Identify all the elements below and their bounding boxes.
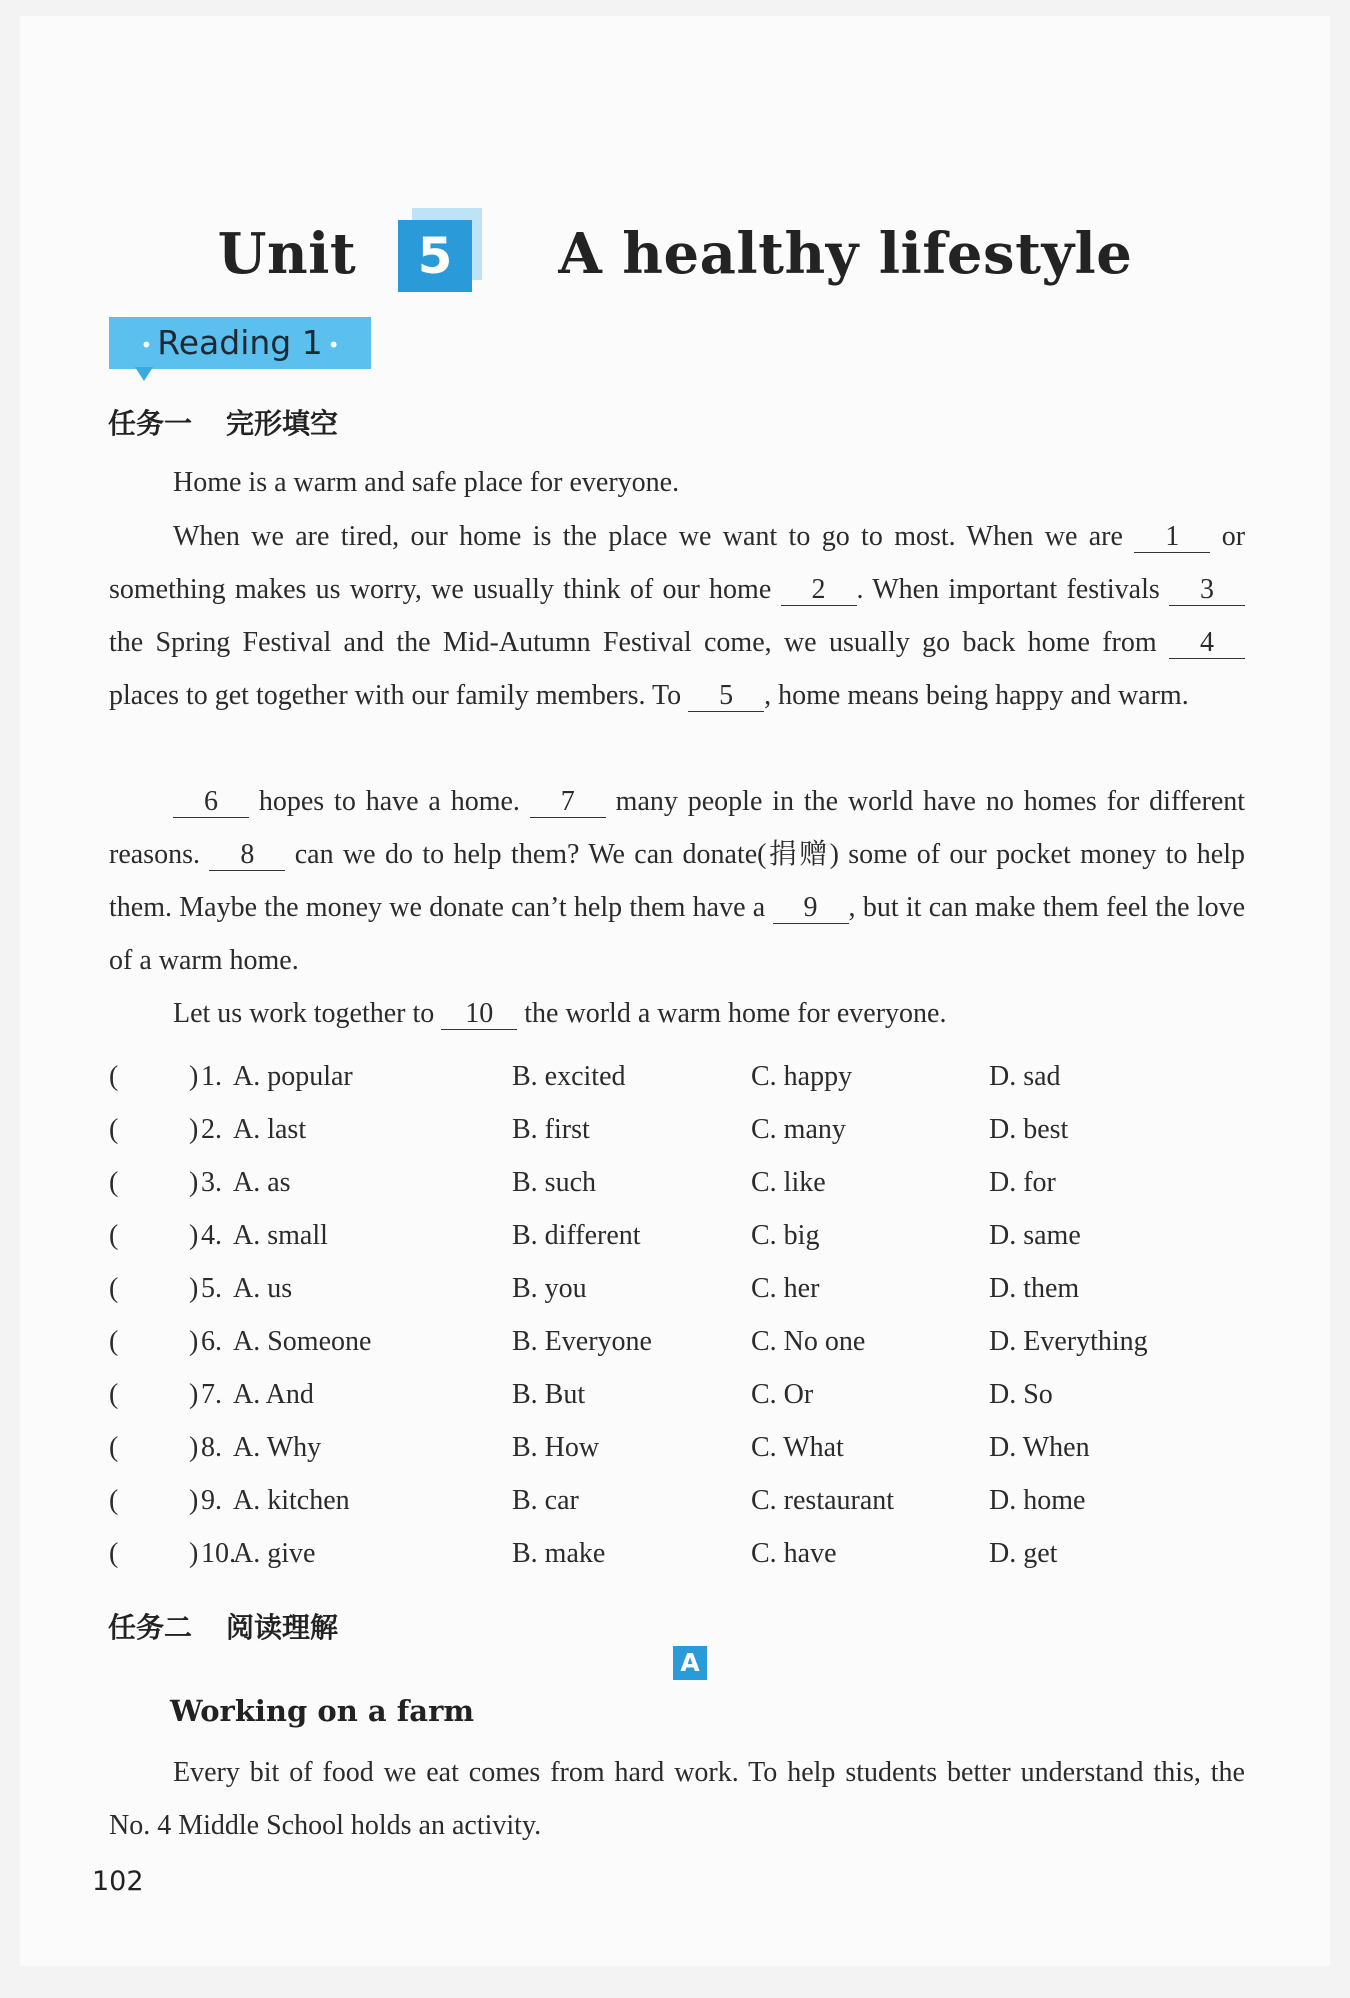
reading-label: Reading 1 bbox=[157, 323, 323, 362]
option-b[interactable]: B. car bbox=[512, 1485, 579, 1516]
answer-paren-close[interactable]: ) bbox=[189, 1538, 199, 1569]
option-b[interactable]: B. But bbox=[512, 1379, 586, 1410]
option-d[interactable]: D. best bbox=[989, 1114, 1069, 1145]
option-d[interactable]: D. get bbox=[989, 1538, 1058, 1569]
blank-9: 9 bbox=[773, 893, 849, 924]
option-d[interactable]: D. them bbox=[989, 1273, 1080, 1304]
task2-heading bbox=[108, 1606, 338, 1646]
passage-text: , but it can make them feel the love of a warm home. bbox=[109, 892, 1246, 976]
option-c[interactable]: C. No one bbox=[751, 1326, 866, 1357]
answer-paren-close[interactable]: ) bbox=[189, 1485, 199, 1516]
blank-5: 5 bbox=[688, 681, 764, 712]
answer-paren-close[interactable]: ) bbox=[189, 1220, 199, 1251]
task1-number: 任务一 bbox=[108, 407, 193, 440]
option-c[interactable]: C. her bbox=[751, 1273, 820, 1304]
option-c[interactable]: C. have bbox=[751, 1538, 837, 1569]
answer-paren-open[interactable]: ( bbox=[109, 1220, 119, 1251]
option-a[interactable]: A. Someone bbox=[233, 1326, 372, 1357]
question-number: 8. bbox=[201, 1432, 222, 1463]
answer-paren-close[interactable]: ) bbox=[189, 1273, 199, 1304]
option-d[interactable]: D. Everything bbox=[989, 1326, 1148, 1357]
passage-paragraph-2 bbox=[109, 510, 1245, 722]
option-c[interactable]: C. many bbox=[751, 1114, 846, 1145]
passage-text: can we do to help them? We can donate(捐赠) some of our pocket money to help them. Maybe the money we donate can’t help them have a bbox=[109, 839, 1246, 923]
question-number: 4. bbox=[201, 1220, 222, 1251]
unit-word: Unit bbox=[217, 221, 357, 287]
option-c[interactable]: C. What bbox=[751, 1432, 844, 1463]
passage-text: Every bit of food we eat comes from hard work. To help students better understand this, the No. 4 Middle School holds an activity. bbox=[109, 1757, 1245, 1841]
passage-paragraph-1 bbox=[109, 456, 1245, 509]
passage-text: . When important festivals bbox=[856, 574, 1160, 605]
dot-icon: • bbox=[327, 332, 340, 357]
blank-8: 8 bbox=[209, 840, 285, 871]
option-b[interactable]: B. Everyone bbox=[512, 1326, 652, 1357]
unit-number-badge bbox=[398, 216, 476, 292]
option-b[interactable]: B. excited bbox=[512, 1061, 626, 1092]
answer-paren-open[interactable]: ( bbox=[109, 1167, 119, 1198]
question-list bbox=[109, 1050, 1245, 1580]
option-a[interactable]: A. give bbox=[233, 1538, 316, 1569]
passage-text: , home means being happy and warm. bbox=[764, 680, 1189, 711]
passage-a-text bbox=[109, 1746, 1245, 1852]
question-row bbox=[109, 1474, 1245, 1527]
question-row bbox=[109, 1421, 1245, 1474]
blank-4: 4 bbox=[1169, 628, 1245, 659]
option-c[interactable]: C. like bbox=[751, 1167, 826, 1198]
answer-paren-open[interactable]: ( bbox=[109, 1485, 119, 1516]
question-number: 7. bbox=[201, 1379, 222, 1410]
passage-a-badge: A bbox=[673, 1646, 707, 1680]
option-a[interactable]: A. as bbox=[233, 1167, 291, 1198]
option-d[interactable]: D. So bbox=[989, 1379, 1053, 1410]
option-a[interactable]: A. small bbox=[233, 1220, 328, 1251]
answer-paren-close[interactable]: ) bbox=[189, 1379, 199, 1410]
option-d[interactable]: D. for bbox=[989, 1167, 1056, 1198]
workbook-page bbox=[20, 16, 1330, 1966]
option-d[interactable]: D. home bbox=[989, 1485, 1086, 1516]
passage-text: Home is a warm and safe place for everyone. bbox=[173, 467, 680, 498]
question-row bbox=[109, 1368, 1245, 1421]
passage-paragraph-4 bbox=[109, 987, 1245, 1040]
option-a[interactable]: A. Why bbox=[233, 1432, 322, 1463]
question-number: 5. bbox=[201, 1273, 222, 1304]
answer-paren-close[interactable]: ) bbox=[189, 1432, 199, 1463]
option-d[interactable]: D. sad bbox=[989, 1061, 1061, 1092]
blank-7: 7 bbox=[530, 787, 606, 818]
option-d[interactable]: D. same bbox=[989, 1220, 1081, 1251]
question-number: 3. bbox=[201, 1167, 222, 1198]
question-row bbox=[109, 1262, 1245, 1315]
passage-text: places to get together with our family members. To bbox=[109, 680, 682, 711]
option-a[interactable]: A. us bbox=[233, 1273, 293, 1304]
answer-paren-open[interactable]: ( bbox=[109, 1273, 119, 1304]
passage-text: many people in the world have no homes for different reasons. bbox=[109, 786, 1246, 870]
unit-number: 5 bbox=[398, 220, 472, 292]
question-row bbox=[109, 1209, 1245, 1262]
option-a[interactable]: A. last bbox=[233, 1114, 307, 1145]
answer-paren-close[interactable]: ) bbox=[189, 1167, 199, 1198]
task2-name: 阅读理解 bbox=[226, 1611, 339, 1644]
passage-text: Let us work together to bbox=[173, 998, 435, 1029]
question-row bbox=[109, 1527, 1245, 1580]
blank-10: 10 bbox=[441, 999, 517, 1030]
task1-heading bbox=[108, 402, 338, 442]
passage-paragraph-3 bbox=[109, 775, 1245, 987]
unit-title bbox=[20, 216, 1330, 292]
answer-paren-open[interactable]: ( bbox=[109, 1379, 119, 1410]
answer-paren-close[interactable]: ) bbox=[189, 1061, 199, 1092]
passage-text: When we are tired, our home is the place we want to go to most. When we are bbox=[173, 521, 1123, 552]
question-number: 10. bbox=[201, 1538, 236, 1569]
answer-paren-open[interactable]: ( bbox=[109, 1432, 119, 1463]
passage-a-title: Working on a farm bbox=[170, 1694, 475, 1728]
option-b[interactable]: B. first bbox=[512, 1114, 590, 1145]
option-b[interactable]: B. such bbox=[512, 1167, 596, 1198]
option-c[interactable]: C. restaurant bbox=[751, 1485, 895, 1516]
option-a[interactable]: A. And bbox=[233, 1379, 314, 1410]
question-number: 9. bbox=[201, 1485, 222, 1516]
blank-3: 3 bbox=[1169, 575, 1245, 606]
unit-title-text: A healthy lifestyle bbox=[558, 221, 1133, 287]
answer-paren-open[interactable]: ( bbox=[109, 1114, 119, 1145]
question-number: 1. bbox=[201, 1061, 222, 1092]
option-c[interactable]: C. Or bbox=[751, 1379, 814, 1410]
question-row bbox=[109, 1103, 1245, 1156]
question-row bbox=[109, 1050, 1245, 1103]
option-c[interactable]: C. happy bbox=[751, 1061, 853, 1092]
passage-text: hopes to have a home. bbox=[258, 786, 520, 817]
passage-text: or something makes us worry, we usually think of our home bbox=[109, 521, 1246, 605]
option-b[interactable]: B. How bbox=[512, 1432, 600, 1463]
option-b[interactable]: B. make bbox=[512, 1538, 606, 1569]
passage-text: the world a warm home for everyone. bbox=[524, 998, 947, 1029]
question-number: 6. bbox=[201, 1326, 222, 1357]
passage-text: the Spring Festival and the Mid-Autumn Festival come, we usually go back home from bbox=[109, 627, 1157, 658]
answer-paren-close[interactable]: ) bbox=[189, 1326, 199, 1357]
answer-paren-open[interactable]: ( bbox=[109, 1061, 119, 1092]
option-b[interactable]: B. you bbox=[512, 1273, 587, 1304]
option-c[interactable]: C. big bbox=[751, 1220, 820, 1251]
blank-1: 1 bbox=[1134, 522, 1210, 553]
answer-paren-open[interactable]: ( bbox=[109, 1538, 119, 1569]
option-b[interactable]: B. different bbox=[512, 1220, 641, 1251]
page-number: 102 bbox=[92, 1866, 144, 1897]
blank-2: 2 bbox=[781, 575, 857, 606]
task1-name: 完形填空 bbox=[226, 407, 339, 440]
option-a[interactable]: A. popular bbox=[233, 1061, 353, 1092]
question-row bbox=[109, 1156, 1245, 1209]
answer-paren-open[interactable]: ( bbox=[109, 1326, 119, 1357]
option-a[interactable]: A. kitchen bbox=[233, 1485, 350, 1516]
question-row bbox=[109, 1315, 1245, 1368]
blank-6: 6 bbox=[173, 787, 249, 818]
reading-banner bbox=[109, 317, 371, 369]
task2-number: 任务二 bbox=[108, 1611, 193, 1644]
option-d[interactable]: D. When bbox=[989, 1432, 1090, 1463]
question-number: 2. bbox=[201, 1114, 222, 1145]
answer-paren-close[interactable]: ) bbox=[189, 1114, 199, 1145]
dot-icon: • bbox=[140, 332, 153, 357]
